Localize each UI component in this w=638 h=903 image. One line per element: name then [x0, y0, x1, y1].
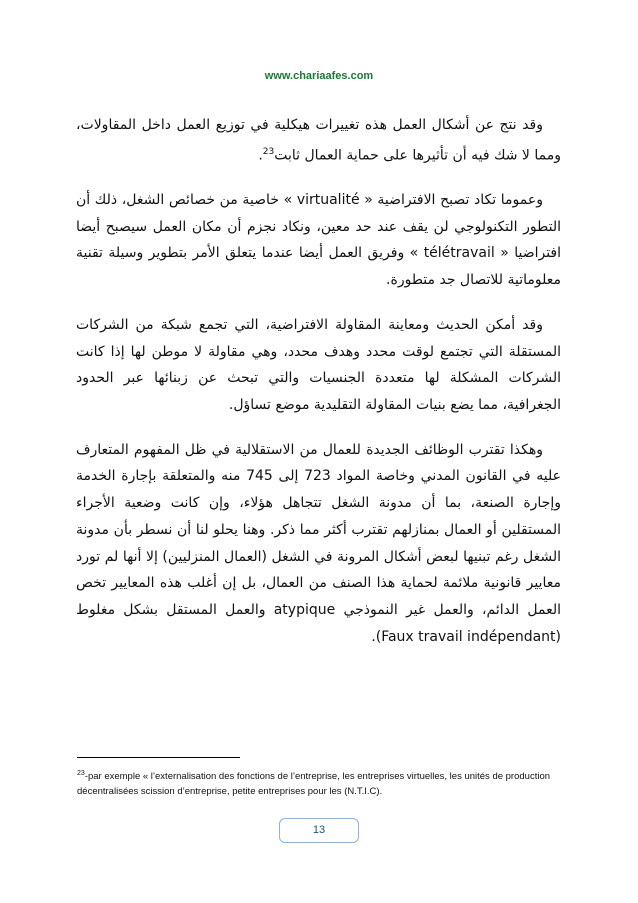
page-number: 13	[279, 818, 359, 843]
site-url[interactable]: www.chariaafes.com	[264, 70, 374, 82]
paragraph-1-text: وقد نتج عن أشكال العمل هذه تغييرات هيكلية في توزيع العمل داخل المقاولات، ومما لا شك فيه أن تأثيرها على حماية العمال ثابت	[76, 117, 561, 164]
footnote-reference[interactable]: 23	[262, 146, 275, 157]
footnote-text: -par exemple « l’externalisation des fonctions de l’entreprise, les entreprises virtuelles, les unités de production décentralisées scission d’entreprise, petite entreprises pour les (N.T.I.C).	[77, 771, 551, 798]
footnote-divider	[77, 757, 240, 758]
paragraph-3: وقد أمكن الحديث ومعاينة المقاولة الافتراضية، التي تجمع شبكة من الشركات المستقلة التي تجتمع لوقت محدد وهدف محدد، وهي مقاولة لا موطن لها إذا كانت الشركات المشكلة لها متعددة الجنسيات والتي تبحث عن زبنائها عبر الحدود الجغرافية، مما يضع بنيات المقاولة التقليدية موضع تساؤل.	[76, 316, 561, 413]
paragraph-2: وعموما تكاد تصبح الافتراضية « virtualité » خاصية من خصائص الشغل، ذلك أن التطور التكنولوجي لن يقف عند حد معين، ونكاد نجزم أن مكان العمل سيصبح أيضا افتراضيا « télétravail » وفريق العمل أيضا عندما يتعلق الأمر بتطوير وسيلة تقنية معلوماتية للاتصال جد متطورة.	[76, 192, 561, 289]
paragraph-1: وقد نتج عن أشكال العمل هذه تغييرات هيكلية في توزيع العمل داخل المقاولات، ومما لا شك فيه أن تأثيرها على حماية العمال ثابت$^{23}$.	[76, 117, 561, 164]
footnote-number: 23	[77, 770, 85, 777]
paragraph-4: وهكذا تقترب الوظائف الجديدة للعمال من الاستقلالية في ظل المفهوم المتعارف عليه في القانون المدني وخاصة المواد 723 إلى 745 منه والمتعلقة بإجارة الخدمة وإجارة الصنعة، بما أن مدونة الشغل تتجاهل هؤلاء، وإن كانت وضعية الأجراء المستقلين أو العمال بمنازلهم تقترب أكثر مما ذكر. وهنا يحلو لنا أن نسطر بأن مدونة الشغل رغم تبنيها لبعض أشكال المرونة في الشغل (العمال المنزليين) إلا أنها لم تورد معايير قانونية ملائمة لحماية هذا الصنف من العمال، بل إن أغلب هذه المعايير تخص العمل الدائم، والعمل غير النموذجي atypique والعمل المستقل بشكل مغلوط (Faux travail indépendant).	[76, 441, 561, 645]
footnote	[77, 766, 563, 799]
body-text	[76, 112, 561, 650]
